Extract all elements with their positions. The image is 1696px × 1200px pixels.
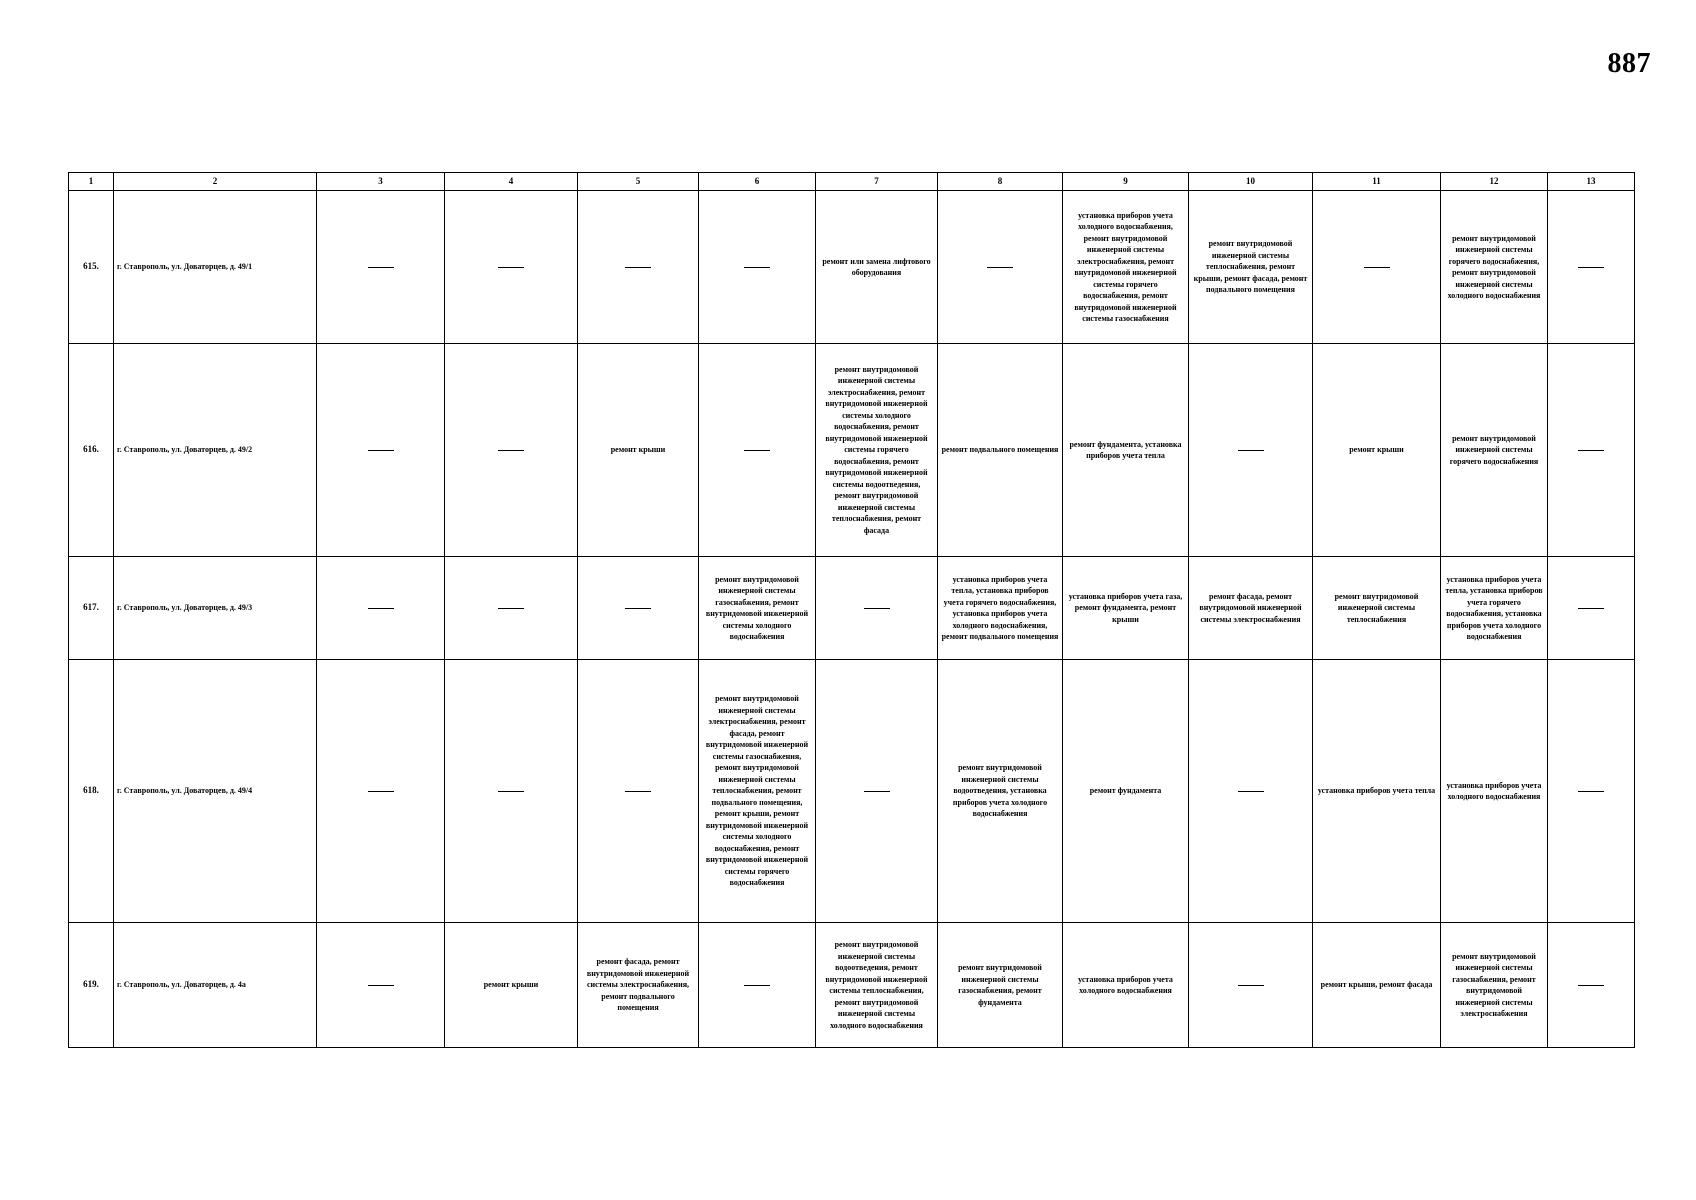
empty-dash-cell	[1189, 923, 1313, 1048]
empty-dash-cell	[816, 660, 938, 923]
work-type-cell: ремонт фасада, ремонт внутридомовой инженерной системы электроснабжения, ремонт подвального помещения	[578, 923, 699, 1048]
address-cell: г. Ставрополь, ул. Доваторцев, д. 4а	[114, 923, 317, 1048]
header-cell: 10	[1189, 173, 1313, 191]
row-number-cell: 617.	[69, 557, 114, 660]
dash-mark	[1238, 985, 1264, 986]
empty-dash-cell	[1548, 344, 1635, 557]
work-type-cell: установка приборов учета холодного водоснабжения, ремонт внутридомовой инженерной системы электроснабжения, ремонт внутридомовой инженерной системы горячего водоснабжения, ремонт внутридомовой инженерной системы газоснабжения	[1063, 191, 1189, 344]
work-type-cell: ремонт крыши	[1313, 344, 1441, 557]
work-type-cell: установка приборов учета тепла, установка приборов учета горячего водоснабжения, установка приборов учета холодного водоснабжения	[1441, 557, 1548, 660]
header-cell: 3	[317, 173, 445, 191]
empty-dash-cell	[1313, 191, 1441, 344]
empty-dash-cell	[445, 557, 578, 660]
work-type-cell: ремонт внутридомовой инженерной системы теплоснабжения	[1313, 557, 1441, 660]
empty-dash-cell	[699, 923, 816, 1048]
empty-dash-cell	[1548, 923, 1635, 1048]
work-type-cell: установка приборов учета холодного водоснабжения	[1063, 923, 1189, 1048]
dash-mark	[1364, 267, 1390, 268]
header-cell: 4	[445, 173, 578, 191]
work-type-cell: установка приборов учета тепла, установка приборов учета горячего водоснабжения, установка приборов учета холодного водоснабжения, ремонт подвального помещения	[938, 557, 1063, 660]
empty-dash-cell	[1189, 660, 1313, 923]
work-type-cell: установка приборов учета холодного водоснабжения	[1441, 660, 1548, 923]
empty-dash-cell	[578, 660, 699, 923]
work-type-cell: ремонт внутридомовой инженерной системы водоотведения, ремонт внутридомовой инженерной системы теплоснабжения, ремонт внутридомовой инженерной системы холодного водоснабжения	[816, 923, 938, 1048]
dash-mark	[744, 450, 770, 451]
empty-dash-cell	[445, 191, 578, 344]
work-type-cell: ремонт фундамента, установка приборов учета тепла	[1063, 344, 1189, 557]
table-body	[69, 173, 1635, 1048]
empty-dash-cell	[938, 191, 1063, 344]
address-cell: г. Ставрополь, ул. Доваторцев, д. 49/2	[114, 344, 317, 557]
empty-dash-cell	[445, 660, 578, 923]
repair-schedule-table-wrap	[68, 172, 1635, 1048]
work-type-cell: ремонт внутридомовой инженерной системы газоснабжения, ремонт внутридомовой инженерной системы электроснабжения	[1441, 923, 1548, 1048]
address-cell: г. Ставрополь, ул. Доваторцев, д. 49/1	[114, 191, 317, 344]
header-cell: 2	[114, 173, 317, 191]
work-type-cell: ремонт подвального помещения	[938, 344, 1063, 557]
work-type-cell: ремонт внутридомовой инженерной системы электроснабжения, ремонт фасада, ремонт внутридомовой инженерной системы газоснабжения, ремонт внутридомовой инженерной системы теплоснабжения, ремонт подвального помещения, ремонт крыши, ремонт внутридомовой инженерной системы холодного водоснабжения, ремонт внутридомовой инженерной системы горячего водоснабжения	[699, 660, 816, 923]
work-type-cell: ремонт внутридомовой инженерной системы горячего водоснабжения	[1441, 344, 1548, 557]
dash-mark	[368, 450, 394, 451]
table-row	[69, 923, 1635, 1048]
work-type-cell: установка приборов учета тепла	[1313, 660, 1441, 923]
header-cell: 1	[69, 173, 114, 191]
table-row	[69, 344, 1635, 557]
dash-mark	[1578, 791, 1604, 792]
page-number: 887	[1607, 48, 1651, 79]
dash-mark	[987, 267, 1013, 268]
header-cell: 5	[578, 173, 699, 191]
empty-dash-cell	[317, 557, 445, 660]
table-row	[69, 660, 1635, 923]
empty-dash-cell	[445, 344, 578, 557]
empty-dash-cell	[578, 557, 699, 660]
header-cell: 13	[1548, 173, 1635, 191]
empty-dash-cell	[699, 344, 816, 557]
dash-mark	[368, 608, 394, 609]
work-type-cell: ремонт внутридомовой инженерной системы газоснабжения, ремонт фундамента	[938, 923, 1063, 1048]
header-cell: 9	[1063, 173, 1189, 191]
empty-dash-cell	[317, 344, 445, 557]
dash-mark	[498, 791, 524, 792]
empty-dash-cell	[1548, 660, 1635, 923]
row-number-cell: 616.	[69, 344, 114, 557]
header-row	[69, 173, 1635, 191]
dash-mark	[744, 267, 770, 268]
dash-mark	[368, 791, 394, 792]
header-cell: 6	[699, 173, 816, 191]
header-cell: 8	[938, 173, 1063, 191]
work-type-cell: ремонт или замена лифтового оборудования	[816, 191, 938, 344]
dash-mark	[625, 608, 651, 609]
dash-mark	[1238, 791, 1264, 792]
table-row	[69, 557, 1635, 660]
work-type-cell: ремонт внутридомовой инженерной системы водоотведения, установка приборов учета холодного водоснабжения	[938, 660, 1063, 923]
dash-mark	[864, 608, 890, 609]
dash-mark	[498, 267, 524, 268]
dash-mark	[1578, 985, 1604, 986]
empty-dash-cell	[1189, 344, 1313, 557]
work-type-cell: ремонт крыши, ремонт фасада	[1313, 923, 1441, 1048]
header-cell: 12	[1441, 173, 1548, 191]
dash-mark	[1578, 450, 1604, 451]
work-type-cell: ремонт внутридомовой инженерной системы горячего водоснабжения, ремонт внутридомовой инженерной системы холодного водоснабжения	[1441, 191, 1548, 344]
repair-schedule-table	[68, 172, 1635, 1048]
dash-mark	[1578, 608, 1604, 609]
dash-mark	[625, 791, 651, 792]
dash-mark	[864, 791, 890, 792]
address-cell: г. Ставрополь, ул. Доваторцев, д. 49/3	[114, 557, 317, 660]
work-type-cell: ремонт внутридомовой инженерной системы электроснабжения, ремонт внутридомовой инженерной системы холодного водоснабжения, ремонт внутридомовой инженерной системы горячего водоснабжения, ремонт внутридомовой инженерной системы водоотведения, ремонт внутридомовой инженерной системы теплоснабжения, ремонт фасада	[816, 344, 938, 557]
dash-mark	[498, 608, 524, 609]
dash-mark	[368, 985, 394, 986]
table-row	[69, 191, 1635, 344]
empty-dash-cell	[1548, 191, 1635, 344]
dash-mark	[625, 267, 651, 268]
header-cell: 7	[816, 173, 938, 191]
empty-dash-cell	[317, 660, 445, 923]
empty-dash-cell	[699, 191, 816, 344]
empty-dash-cell	[317, 191, 445, 344]
empty-dash-cell	[816, 557, 938, 660]
work-type-cell: ремонт крыши	[445, 923, 578, 1048]
row-number-cell: 619.	[69, 923, 114, 1048]
dash-mark	[368, 267, 394, 268]
work-type-cell: ремонт внутридомовой инженерной системы теплоснабжения, ремонт крыши, ремонт фасада, ремонт подвального помещения	[1189, 191, 1313, 344]
dash-mark	[744, 985, 770, 986]
row-number-cell: 618.	[69, 660, 114, 923]
dash-mark	[1238, 450, 1264, 451]
work-type-cell: установка приборов учета газа, ремонт фундамента, ремонт крыши	[1063, 557, 1189, 660]
dash-mark	[498, 450, 524, 451]
work-type-cell: ремонт фундамента	[1063, 660, 1189, 923]
work-type-cell: ремонт крыши	[578, 344, 699, 557]
dash-mark	[1578, 267, 1604, 268]
header-cell: 11	[1313, 173, 1441, 191]
work-type-cell: ремонт фасада, ремонт внутридомовой инженерной системы электроснабжения	[1189, 557, 1313, 660]
empty-dash-cell	[578, 191, 699, 344]
work-type-cell: ремонт внутридомовой инженерной системы газоснабжения, ремонт внутридомовой инженерной системы холодного водоснабжения	[699, 557, 816, 660]
row-number-cell: 615.	[69, 191, 114, 344]
empty-dash-cell	[1548, 557, 1635, 660]
empty-dash-cell	[317, 923, 445, 1048]
address-cell: г. Ставрополь, ул. Доваторцев, д. 49/4	[114, 660, 317, 923]
